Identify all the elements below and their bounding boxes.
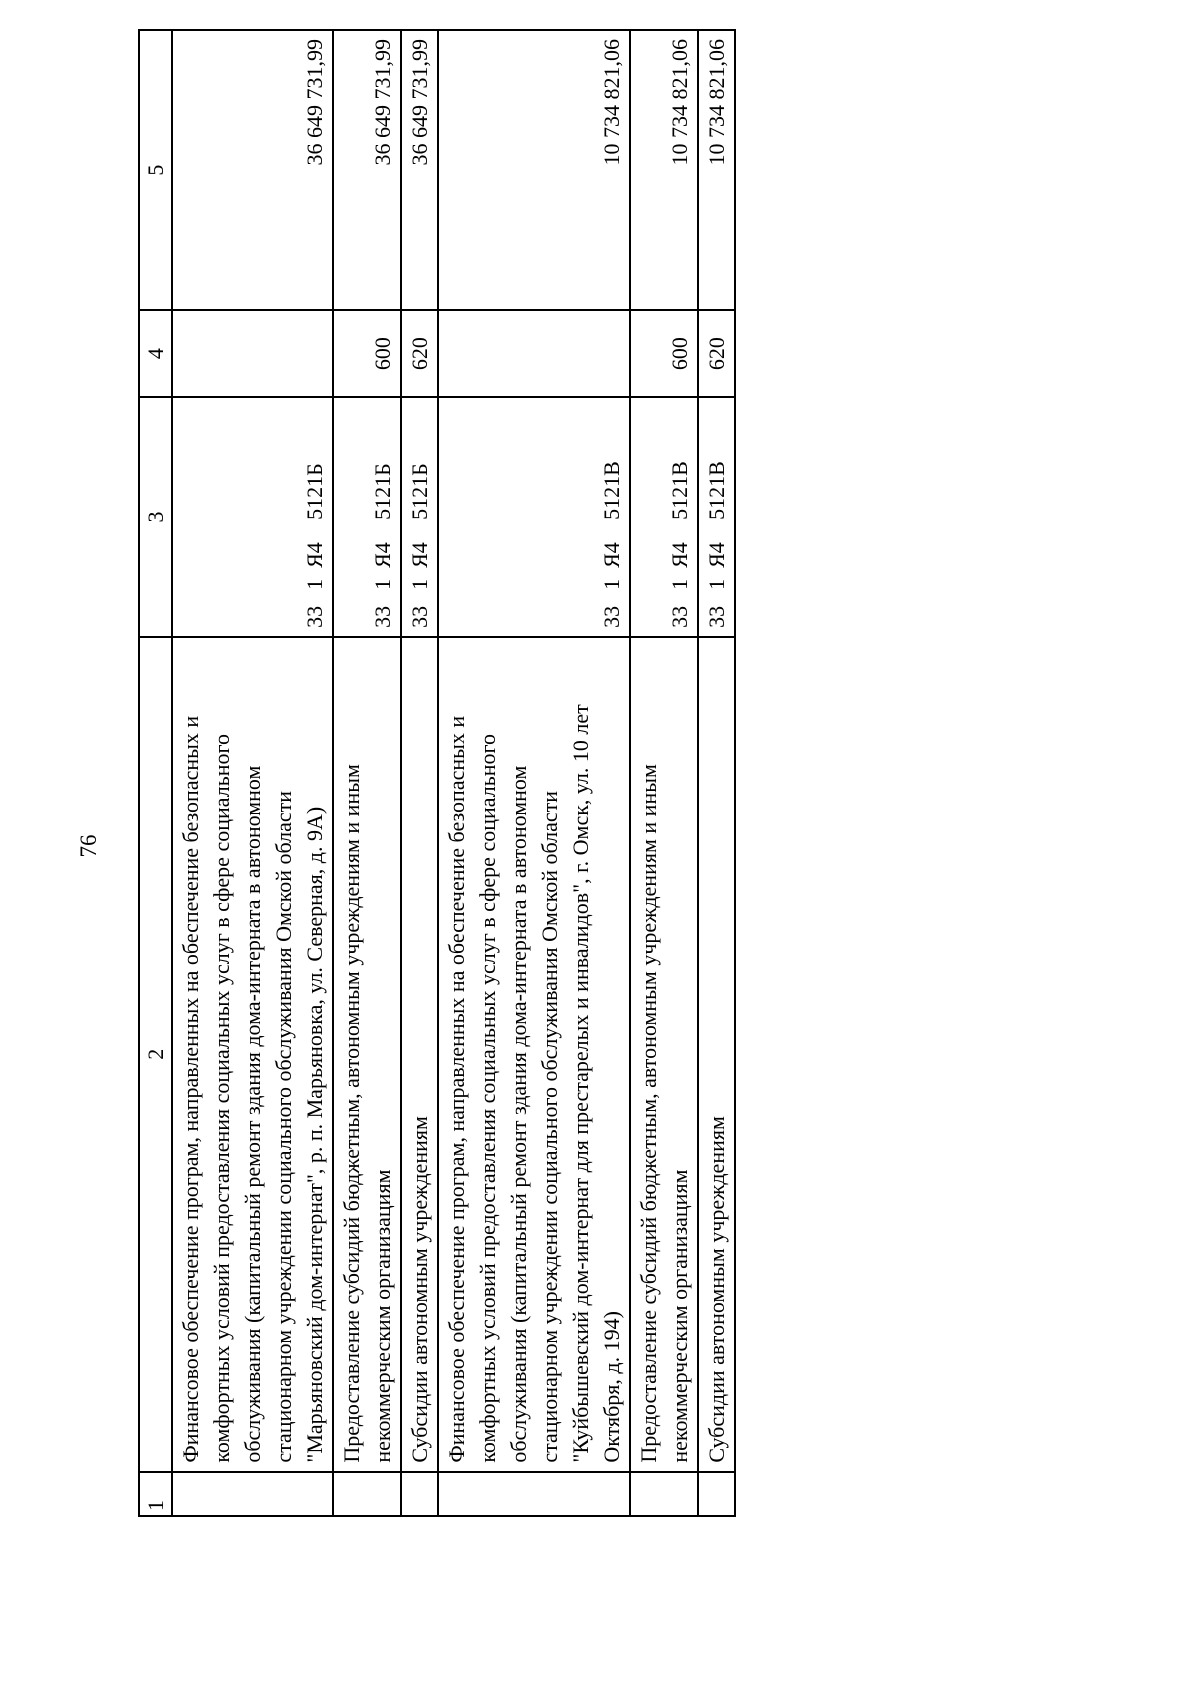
row-amount-cell: 36 649 731,99 (172, 30, 333, 310)
code-part: 5121Б (407, 463, 432, 520)
code-part: 33 (407, 605, 432, 628)
header-col-3: 3 (139, 397, 172, 637)
row-type-cell: 600 (333, 310, 401, 397)
row-number-cell (172, 1472, 333, 1516)
table-row (630, 30, 698, 1516)
code-part: 33 (599, 605, 624, 628)
header-col-5: 5 (139, 30, 172, 310)
row-number-cell (333, 1472, 401, 1516)
code-part: 1 (302, 578, 327, 590)
row-code-cell (172, 397, 333, 637)
code-part: Я4 (407, 542, 432, 568)
code-part: 1 (407, 578, 432, 590)
table-header-row (139, 30, 172, 1516)
code-part: Я4 (302, 542, 327, 568)
row-amount-cell: 10 734 821,06 (698, 30, 735, 310)
header-col-4: 4 (139, 310, 172, 397)
row-name-cell: Субсидии автономным учреждениям (401, 637, 438, 1472)
code-part: 33 (667, 605, 692, 628)
row-code-cell (401, 397, 438, 637)
row-code-cell (698, 397, 735, 637)
code-part: 5121Б (370, 463, 395, 520)
row-number-cell (630, 1472, 698, 1516)
row-name-cell: Предоставление субсидий бюджетным, автономным учреждениям и иным некоммерческим организациям (630, 637, 698, 1472)
row-amount-cell: 36 649 731,99 (401, 30, 438, 310)
row-code-cell (630, 397, 698, 637)
row-type-cell (438, 310, 630, 397)
row-type-cell: 620 (401, 310, 438, 397)
row-amount-cell: 10 734 821,06 (630, 30, 698, 310)
row-amount-cell: 10 734 821,06 (438, 30, 630, 310)
code-part: 1 (667, 578, 692, 590)
row-amount-cell: 36 649 731,99 (333, 30, 401, 310)
row-number-cell (698, 1472, 735, 1516)
code-part: 1 (599, 578, 624, 590)
header-col-1: 1 (139, 1472, 172, 1516)
header-col-2: 2 (139, 637, 172, 1472)
table-row (438, 30, 630, 1516)
table-row (333, 30, 401, 1516)
table-row (172, 30, 333, 1516)
code-part: 5121В (667, 461, 692, 520)
code-part: 1 (704, 578, 729, 590)
code-part: 33 (302, 605, 327, 628)
row-number-cell (401, 1472, 438, 1516)
row-type-cell: 600 (630, 310, 698, 397)
code-part: Я4 (704, 542, 729, 568)
row-type-cell (172, 310, 333, 397)
row-code-cell (333, 397, 401, 637)
row-number-cell (438, 1472, 630, 1516)
code-part: 1 (370, 578, 395, 590)
code-part: Я4 (667, 542, 692, 568)
row-name-cell: Финансовое обеспечение програм, направленных на обеспечение безопасных и комфортных условий предоставления социальных услуг в сфере социального обслуживания (капитальный ремонт здания дома-интерната в автономном стационарном учреждении социального обслуживания Омской области "Куйбышевский дом-интернат для престарелых и инвалидов", г. Омск, ул. 10 лет Октября, д. 194) (438, 637, 630, 1472)
code-part: 33 (370, 605, 395, 628)
code-part: 5121В (704, 461, 729, 520)
budget-table (138, 29, 736, 1517)
code-part: Я4 (370, 542, 395, 568)
row-name-cell: Финансовое обеспечение програм, направленных на обеспечение безопасных и комфортных условий предоставления социальных услуг в сфере социального обслуживания (капитальный ремонт здания дома-интерната в автономном стационарном учреждении социального обслуживания Омской области "Марьяновский дом-интернат", р. п. Марьяновка, ул. Северная, д. 9А) (172, 637, 333, 1472)
code-part: 5121Б (302, 463, 327, 520)
row-type-cell: 620 (698, 310, 735, 397)
row-name-cell: Предоставление субсидий бюджетным, автономным учреждениям и иным некоммерческим организациям (333, 637, 401, 1472)
code-part: 5121В (599, 461, 624, 520)
table-row (401, 30, 438, 1516)
code-part: Я4 (599, 542, 624, 568)
row-name-cell: Субсидии автономным учреждениям (698, 637, 735, 1472)
code-part: 33 (704, 605, 729, 628)
row-code-cell (438, 397, 630, 637)
table-row (698, 30, 735, 1516)
page-number: 76 (76, 834, 101, 858)
